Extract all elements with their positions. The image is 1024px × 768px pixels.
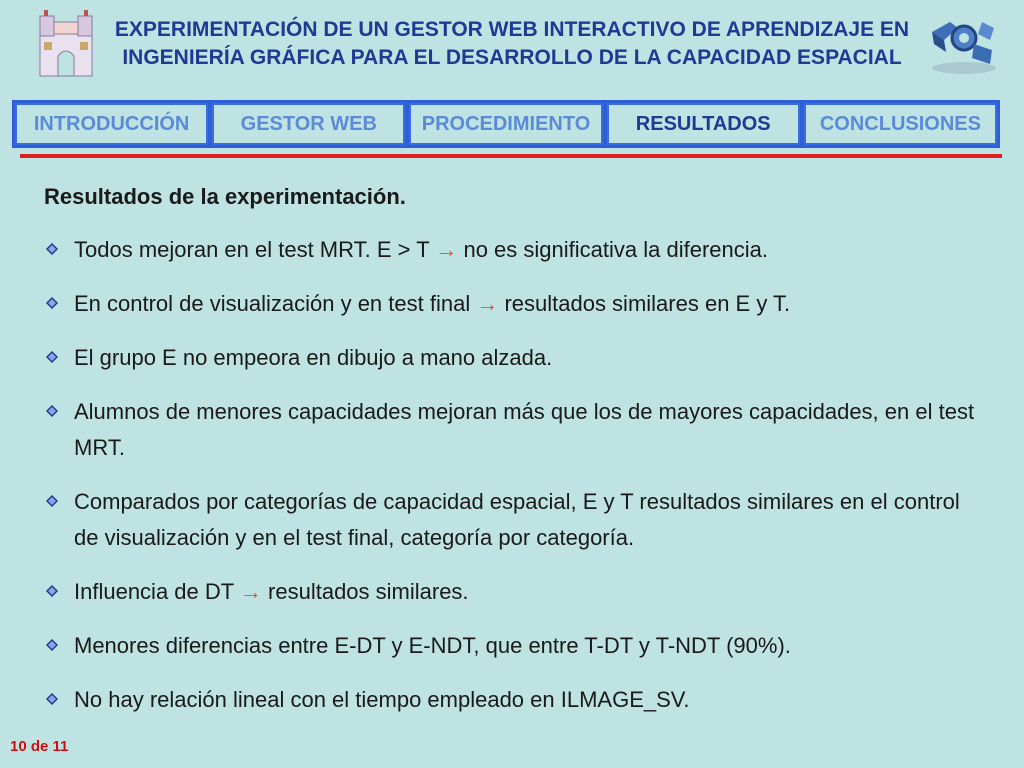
divider	[20, 154, 1002, 158]
title-line-1: EXPERIMENTACIÓN DE UN GESTOR WEB INTERACTIVO DE APRENDIZAJE EN	[114, 18, 910, 41]
arrow-icon: →	[476, 291, 499, 316]
list-item	[44, 484, 984, 556]
tab-resultados[interactable]: RESULTADOS	[607, 103, 800, 145]
diamond-bullet-icon	[46, 297, 58, 309]
diamond-bullet-icon	[46, 243, 58, 255]
list-item-text-before: Influencia de DT	[74, 579, 240, 604]
diamond-bullet-icon	[46, 351, 58, 363]
title-line-2: INGENIERÍA GRÁFICA PARA EL DESARROLLO DE LA CAPACIDAD ESPACIAL	[122, 46, 902, 69]
list-item-text: Alumnos de menores capacidades mejoran más que los de mayores capacidades, en el test MRT.	[74, 399, 975, 460]
list-item	[44, 628, 984, 664]
page-number: 10 de 11	[10, 738, 69, 755]
arrow-icon: →	[239, 579, 262, 604]
list-item-text-after: resultados similares en E y T.	[498, 291, 791, 316]
diamond-bullet-icon	[46, 693, 58, 705]
tab-conclusiones[interactable]: CONCLUSIONES	[804, 103, 997, 145]
navigation-bar	[12, 100, 1000, 148]
list-item-text-before: En control de visualización y en test final	[74, 291, 477, 316]
list-item	[44, 286, 984, 322]
diamond-bullet-icon	[46, 639, 58, 651]
diamond-bullet-icon	[46, 495, 58, 507]
section-heading: Resultados de la experimentación.	[44, 184, 406, 209]
list-item-text: Menores diferencias entre E-DT y E-NDT, que entre T-DT y T-NDT (90%).	[74, 633, 791, 658]
castle-logo	[36, 8, 96, 80]
3d-shape-logo	[924, 14, 1000, 76]
tab-gestor-web[interactable]: GESTOR WEB	[212, 103, 405, 145]
list-item-text: No hay relación lineal con el tiempo empleado en ILMAGE_SV.	[74, 687, 690, 712]
list-item	[44, 574, 984, 610]
list-item	[44, 682, 984, 718]
list-item	[44, 340, 984, 376]
list-item-text: Comparados por categorías de capacidad espacial, E y T resultados similares en el control de visualización y en el test final, categoría por categoría.	[74, 489, 960, 550]
list-item-text-after: no es significativa la diferencia.	[457, 237, 768, 262]
page-title	[100, 16, 924, 72]
list-item-text-after: resultados similares.	[261, 579, 469, 604]
list-item-text: El grupo E no empeora en dibujo a mano alzada.	[74, 345, 553, 370]
results-list	[44, 232, 984, 736]
tab-introduccion[interactable]: INTRODUCCIÓN	[15, 103, 208, 145]
list-item	[44, 394, 984, 466]
list-item-text-before: Todos mejoran en el test MRT. E > T	[74, 237, 436, 262]
list-item	[44, 232, 984, 268]
diamond-bullet-icon	[46, 585, 58, 597]
tab-procedimiento[interactable]: PROCEDIMIENTO	[409, 103, 602, 145]
arrow-icon: →	[435, 237, 458, 262]
diamond-bullet-icon	[46, 405, 58, 417]
